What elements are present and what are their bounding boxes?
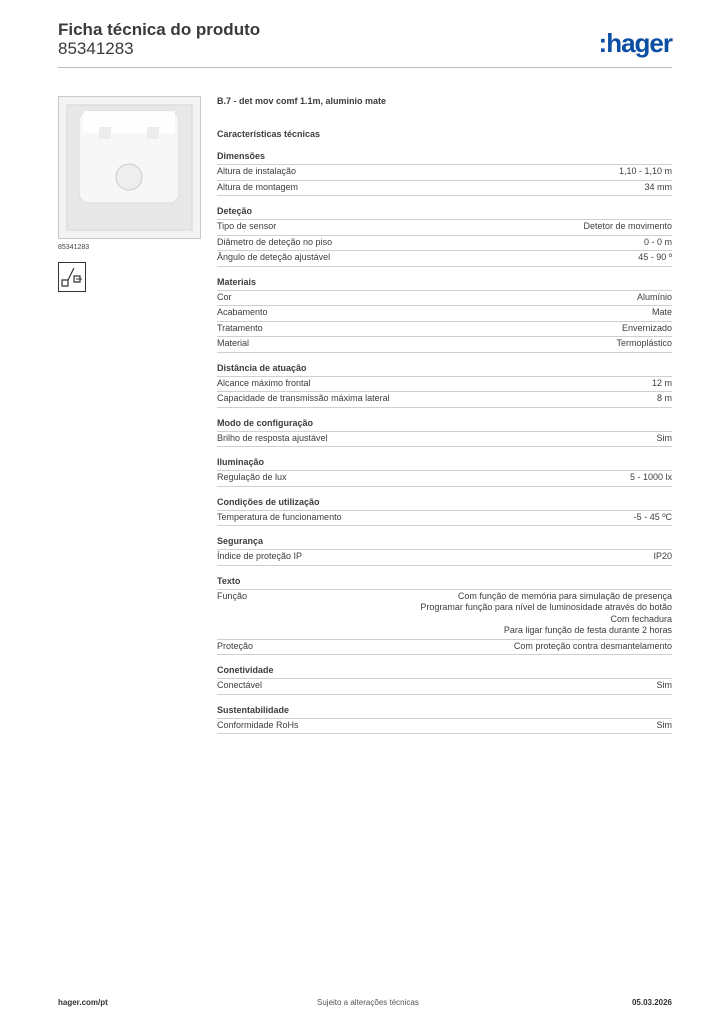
spec-value <box>657 720 673 732</box>
spec-value-line: 8 m <box>656 393 672 403</box>
spec-label: Capacidade de transmissão máxima lateral <box>217 393 390 403</box>
spec-value <box>637 292 672 304</box>
spec-value-line: Para ligar função de festa durante 2 horas <box>503 625 672 635</box>
spec-label: Função <box>217 590 248 601</box>
spec-row <box>217 337 672 353</box>
product-image <box>58 96 201 239</box>
spec-row <box>217 432 672 448</box>
spec-value-line: Detetor de movimento <box>583 221 672 231</box>
spec-label: Índice de proteção IP <box>217 551 303 561</box>
section-title: Deteção <box>217 206 672 220</box>
spec-value-line: Com fechadura <box>610 613 672 624</box>
spec-label: Tipo de sensor <box>217 221 277 231</box>
spec-value-line: 5 - 1000 lx <box>629 472 672 482</box>
section-title: Texto <box>217 576 672 590</box>
spec-label: Ângulo de deteção ajustável <box>217 252 331 262</box>
spec-row <box>217 590 672 640</box>
spec-value <box>514 641 672 653</box>
hager-logo: :hager <box>598 28 672 58</box>
spec-label: Conectável <box>217 680 263 690</box>
spec-section <box>217 277 672 353</box>
spec-value-line: Programar função para nível de luminosidade através do botão <box>420 602 672 612</box>
spec-section <box>217 497 672 527</box>
spec-section <box>217 418 672 448</box>
spec-value <box>652 307 672 319</box>
spec-value <box>616 338 672 350</box>
spec-value-line: Termoplástico <box>616 338 672 348</box>
spec-row <box>217 640 672 656</box>
document-title: Ficha técnica do produto <box>58 20 261 39</box>
spec-section <box>217 705 672 735</box>
spec-row <box>217 220 672 236</box>
spec-row <box>217 181 672 197</box>
footer-website: hager.com/pt <box>58 998 108 1007</box>
spec-row <box>217 392 672 408</box>
spec-value-line: IP20 <box>653 551 672 561</box>
spec-label: Regulação de lux <box>217 472 287 482</box>
spec-section <box>217 536 672 566</box>
spec-value-line: 0 - 0 m <box>643 236 672 247</box>
spec-value-line: Sim <box>656 719 672 730</box>
spec-value <box>657 680 673 692</box>
section-title: Sustentabilidade <box>217 705 672 719</box>
spec-row <box>217 306 672 322</box>
spec-value-line: 12 m <box>651 377 672 388</box>
spec-label: Material <box>217 338 250 348</box>
spec-row <box>217 679 672 695</box>
section-title: Distância de atuação <box>217 363 672 377</box>
spec-value-line: 1,10 - 1,10 m <box>618 166 672 176</box>
spec-section <box>217 206 672 267</box>
spec-value <box>622 323 672 335</box>
spec-section <box>217 576 672 656</box>
spec-value <box>644 182 672 194</box>
spec-label: Altura de instalação <box>217 166 297 176</box>
spec-value <box>583 221 672 233</box>
spec-section <box>217 363 672 408</box>
header-divider <box>58 67 672 68</box>
spec-row <box>217 165 672 181</box>
motion-detector-photo-icon <box>59 97 200 238</box>
spec-value <box>634 512 672 524</box>
spec-value <box>630 472 672 484</box>
spec-value-line: Com função de memória para simulação de presença <box>457 590 672 601</box>
spec-label: Tratamento <box>217 322 263 333</box>
spec-row <box>217 377 672 393</box>
spec-row <box>217 291 672 307</box>
product-name: B.7 - det mov comf 1.1m, aluminio mate <box>217 96 387 106</box>
technical-characteristics-heading: Características técnicas <box>217 129 321 139</box>
spec-row <box>217 511 672 527</box>
spec-row <box>217 471 672 487</box>
spec-label: Conformidade RoHs <box>217 719 299 730</box>
spec-value <box>644 237 672 249</box>
spec-value <box>657 433 673 445</box>
spec-label: Alcance máximo frontal <box>217 377 311 388</box>
spec-value-line: Alumínio <box>636 291 672 302</box>
wall-mount-sensor-icon <box>58 262 86 292</box>
spec-section <box>217 665 672 695</box>
spec-label: Altura de montagem <box>217 181 299 192</box>
section-title: Conetividade <box>217 665 672 679</box>
spec-value <box>657 393 672 405</box>
spec-label: Acabamento <box>217 307 268 317</box>
spec-value-line: 45 - 90 º <box>638 252 672 262</box>
spec-row <box>217 322 672 338</box>
spec-row <box>217 251 672 267</box>
spec-label: Cor <box>217 291 232 302</box>
spec-label: Temperatura de funcionamento <box>217 511 342 522</box>
section-title: Iluminação <box>217 457 672 471</box>
spec-value-line: Sim <box>656 432 672 443</box>
spec-value-line: Sim <box>656 680 672 690</box>
spec-value <box>638 252 672 264</box>
section-title: Materiais <box>217 277 672 291</box>
spec-sections <box>217 151 672 734</box>
image-reference: 85341283 <box>58 244 90 251</box>
footer-date: 05.03.2026 <box>631 998 672 1007</box>
spec-section <box>217 457 672 487</box>
specification-panel <box>217 96 672 734</box>
section-title: Dimensões <box>217 151 672 165</box>
spec-value-line: Com proteção contra desmantelamento <box>513 640 672 651</box>
spec-value <box>652 378 672 390</box>
spec-value-line: 34 mm <box>644 181 672 192</box>
spec-section <box>217 151 672 196</box>
spec-value-line: -5 - 45 ºC <box>633 511 672 522</box>
spec-value-line: Envernizado <box>621 322 672 333</box>
section-title: Modo de configuração <box>217 418 672 432</box>
section-title: Segurança <box>217 536 672 550</box>
section-title: Condições de utilização <box>217 497 672 511</box>
spec-label: Brilho de resposta ajustável <box>217 432 328 443</box>
spec-label: Proteção <box>217 640 254 651</box>
product-code: 85341283 <box>58 39 134 58</box>
footer-notice: Sujeito a alterações técnicas <box>317 998 419 1007</box>
spec-label: Diâmetro de deteção no piso <box>217 236 333 247</box>
spec-row <box>217 719 672 735</box>
spec-row <box>217 236 672 252</box>
spec-value <box>653 551 672 563</box>
spec-row <box>217 550 672 566</box>
spec-value-line: Mate <box>651 307 672 317</box>
spec-value <box>619 166 672 178</box>
spec-value <box>420 591 672 637</box>
